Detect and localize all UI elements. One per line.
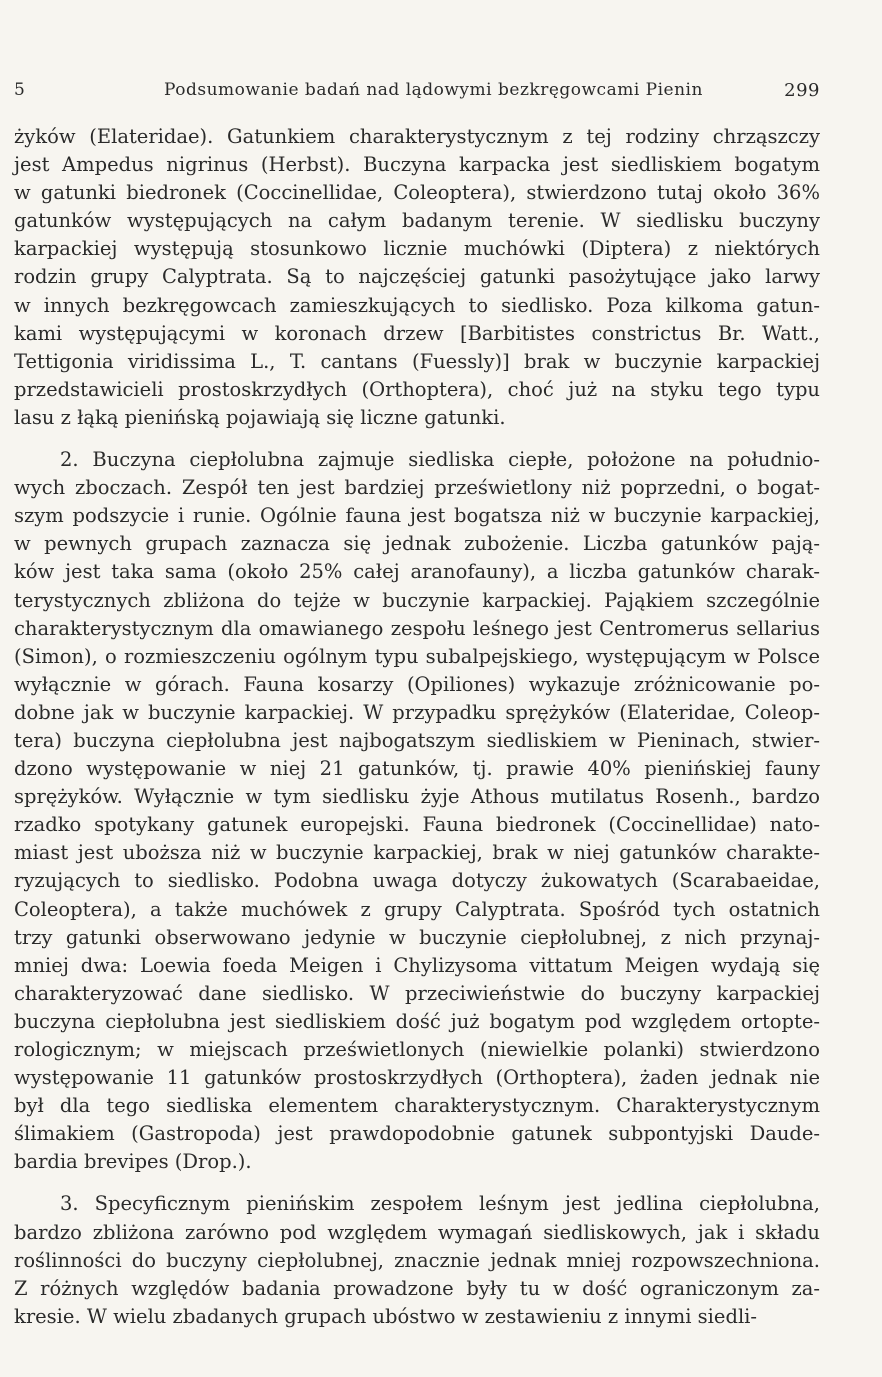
text-line: 3. Specyficznym pienińskim zespołem leśnym jest jedlina ciepłolubna, [60, 1192, 820, 1216]
text-line: rologicznym; w miejscach prześwietlonych (niewielkie polanki) stwierdzono [14, 1038, 820, 1061]
text-line: szym podszycie i runie. Ogólnie fauna jest bogatsza niż w buczynie karpackiej, [14, 504, 820, 528]
text-line: dzono występowanie w niej 21 gatunków, tj. prawie 40% pienińskiej fauny [14, 757, 820, 781]
page-number: 299 [784, 80, 820, 101]
paragraph [14, 123, 820, 432]
text-line: w pewnych grupach zaznacza się jednak zubożenie. Liczba gatunków pają- [14, 532, 820, 556]
text-line: występowanie 11 gatunków prostoskrzydłych (Orthoptera), żaden jednak nie [14, 1066, 820, 1090]
text-line: ków jest taka sama (około 25% całej aranofauny), a liczba gatunków charak- [14, 560, 820, 584]
text-line: ślimakiem (Gastropoda) jest prawdopodobnie gatunek subpontyjski Daude- [14, 1122, 820, 1146]
text-line: lasu z łąką pienińską pojawiają się liczne gatunki. [14, 405, 506, 429]
text-line: trzy gatunki obserwowano jedynie w buczynie ciepłolubnej, z nich przynaj- [14, 925, 820, 949]
text-line: w innych bezkręgowcach zamieszkujących to siedlisko. Poza kilkoma gatun- [14, 293, 820, 317]
text-line: jest Ampedus nigrinus (Herbst). Buczyna karpacka jest siedliskiem bogatym [14, 153, 820, 177]
text-line: Tettigonia viridissima L., T. cantans (Fuessly)] brak w buczynie karpackiej [14, 349, 820, 373]
text-line: wych zboczach. Zespół ten jest bardziej prześwietlony niż poprzedni, o bogat- [14, 476, 820, 500]
text-line: bardzo zbliżona zarówno pod względem wymagań siedliskowych, jak i składu [14, 1220, 820, 1244]
text-line: kresie. W wielu zbadanych grupach ubóstwo w zestawieniu z innymi siedli- [14, 1304, 757, 1328]
text-line: ryzujących to siedlisko. Podobna uwaga dotyczy żukowatych (Scarabaeidae, [14, 869, 820, 893]
paragraph [14, 1190, 820, 1330]
text-line: gatunków występujących na całym badanym terenie. W siedlisku buczyny [14, 209, 820, 233]
running-header [14, 80, 820, 104]
text-line: Coleoptera), a także muchówek z grupy Calyptrata. Spośród tych ostatnich [14, 897, 820, 921]
text-line: 2. Buczyna ciepłolubna zajmuje siedliska ciepłe, położone na południo- [60, 448, 820, 472]
text-line: miast jest uboższa niż w buczynie karpackiej, brak w niej gatunków charakte- [14, 841, 820, 865]
text-line: żyków (Elateridae). Gatunkiem charakterystycznym z tej rodziny chrząszczy [14, 125, 820, 148]
text-line: bardia brevipes (Drop.). [14, 1150, 252, 1174]
text-line: kami występującymi w koronach drzew [Barbitistes constrictus Br. Watt., [14, 321, 820, 345]
text-line: dobne jak w buczynie karpackiej. W przypadku sprężyków (Elateridae, Coleop- [14, 700, 820, 724]
text-line: wyłącznie w górach. Fauna kosarzy (Opiliones) wykazuje zróżnicowanie po- [14, 672, 820, 696]
text-line: w gatunki biedronek (Coccinellidae, Coleoptera), stwierdzono tutaj około 36% [14, 181, 820, 205]
text-line: przedstawicieli prostoskrzydłych (Orthoptera), choć już na styku tego typu [14, 377, 820, 401]
text-line: karpackiej występują stosunkowo licznie muchówki (Diptera) z niektórych [14, 237, 820, 261]
text-line: (Simon), o rozmieszczeniu ogólnym typu subalpejskiego, występującym w Polsce [14, 644, 820, 668]
text-line: rzadko spotykany gatunek europejski. Fauna biedronek (Coccinellidae) nato- [14, 813, 820, 837]
text-line: roślinności do buczyny ciepłolubnej, znacznie jednak mniej rozpowszechniona. [14, 1248, 820, 1272]
text-line: był dla tego siedliska elementem charakterystycznym. Charakterystycznym [14, 1094, 820, 1118]
text-line: mniej dwa: Loewia foeda Meigen i Chylizysoma vittatum Meigen wydają się [14, 953, 820, 977]
text-line: charakteryzować dane siedlisko. W przeciwieństwie do buczyny karpackiej [14, 981, 820, 1005]
text-line: buczyna ciepłolubna jest siedliskiem dość już bogatym pod względem ortopte- [14, 1009, 820, 1033]
text-line: Z różnych względów badania prowadzone były tu w dość ograniczonym za- [14, 1276, 820, 1300]
paragraph-gap [14, 1176, 820, 1190]
running-title: Podsumowanie badań nad lądowymi bezkręgowcami Pienin [164, 80, 703, 100]
chapter-number: 5 [14, 80, 26, 100]
text-line: charakterystycznym dla omawianego zespołu leśnego jest Centromerus sellarius [14, 616, 820, 640]
text-line: terystycznych zbliżona do tejże w buczynie karpackiej. Pająkiem szczególnie [14, 588, 820, 612]
paragraph-gap [14, 432, 820, 446]
paragraph [14, 446, 820, 1176]
body-text [14, 123, 820, 1331]
text-line: tera) buczyna ciepłolubna jest najbogatszym siedliskiem w Pieninach, stwier- [14, 728, 820, 752]
text-line: rodzin grupy Calyptrata. Są to najczęściej gatunki pasożytujące jako larwy [14, 265, 820, 289]
text-line: sprężyków. Wyłącznie w tym siedlisku żyje Athous mutilatus Rosenh., bardzo [14, 785, 820, 809]
